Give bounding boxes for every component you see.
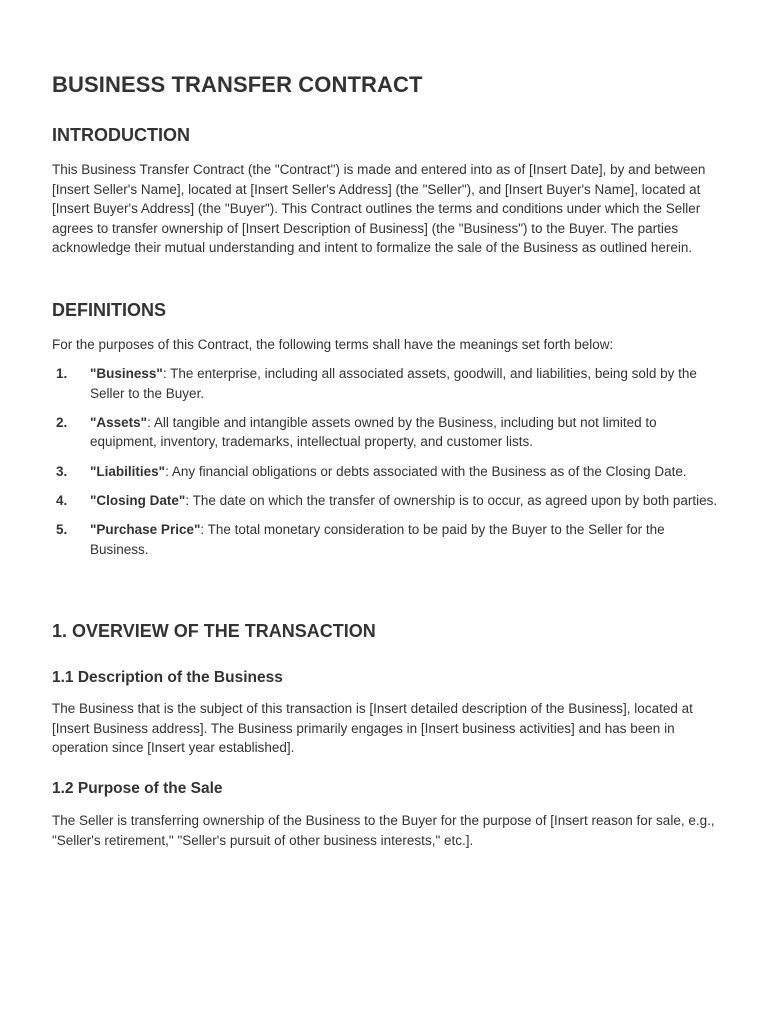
overview-heading: 1. OVERVIEW OF THE TRANSACTION [52,621,376,641]
definition-text: : The enterprise, including all associated assets, goodwill, and liabilities, being sold by the Seller to the Buyer. [90,366,697,401]
definition-text: : Any financial obligations or debts associated with the Business as of the Closing Date. [165,463,687,479]
introduction-paragraph: This Business Transfer Contract (the "Contract") is made and entered into as of [Insert Date], by and between [Insert Seller's Name], located at [Insert Seller's Address] (the "Seller"), and [Insert Buyer's Name], located at [Insert Buyer's Address] (the "Buyer"). This Contract outlines the terms and conditions under which the Seller agrees to transfer ownership of [Insert Description of Business] (the "Business") to the Buyer. The parties acknowledge their mutual understanding and intent to formalize the sale of the Business as outlined herein. [52,162,706,256]
definition-item [52,520,720,559]
definition-term: "Closing Date" [90,492,186,508]
definition-text: : The date on which the transfer of ownership is to occur, as agreed upon by both parties. [185,492,718,508]
definition-item [52,462,720,482]
definition-item [52,413,720,452]
definition-number: 2. [56,414,68,430]
definition-item [52,491,720,511]
definition-term: "Liabilities" [90,463,166,479]
definition-item [52,364,720,403]
definition-number: 1. [56,366,68,381]
definition-term: "Assets" [90,414,148,430]
description-heading: 1.1 Description of the Business [52,669,283,686]
definition-text: : The total monetary consideration to be paid by the Buyer to the Seller for the Business. [90,521,665,557]
definition-text: : All tangible and intangible assets owned by the Business, including but not limited to equipment, inventory, trademarks, intellectual property, and customer lists. [90,414,657,450]
definition-number: 4. [56,492,68,508]
definitions-list [52,364,720,569]
description-paragraph: The Business that is the subject of this transaction is [Insert detailed description of the Business], located at [Insert Business address]. The Business primarily engages in [Insert business activities] and has been in operation since [Insert year established]. [52,701,693,756]
definition-number: 5. [56,521,68,537]
document-title: BUSINESS TRANSFER CONTRACT [52,72,423,97]
definition-number: 3. [56,463,68,479]
definition-term: "Purchase Price" [90,521,201,537]
definition-term: "Business" [90,366,163,381]
purpose-heading: 1.2 Purpose of the Sale [52,780,223,797]
introduction-heading: INTRODUCTION [52,125,190,145]
purpose-paragraph: The Seller is transferring ownership of the Business to the Buyer for the purpose of [Insert reason for sale, e.g., "Seller's retirement," "Seller's pursuit of other business interests," etc.]. [52,813,715,848]
definitions-intro: For the purposes of this Contract, the following terms shall have the meanings set forth below: [52,337,614,352]
definitions-heading: DEFINITIONS [52,300,167,320]
